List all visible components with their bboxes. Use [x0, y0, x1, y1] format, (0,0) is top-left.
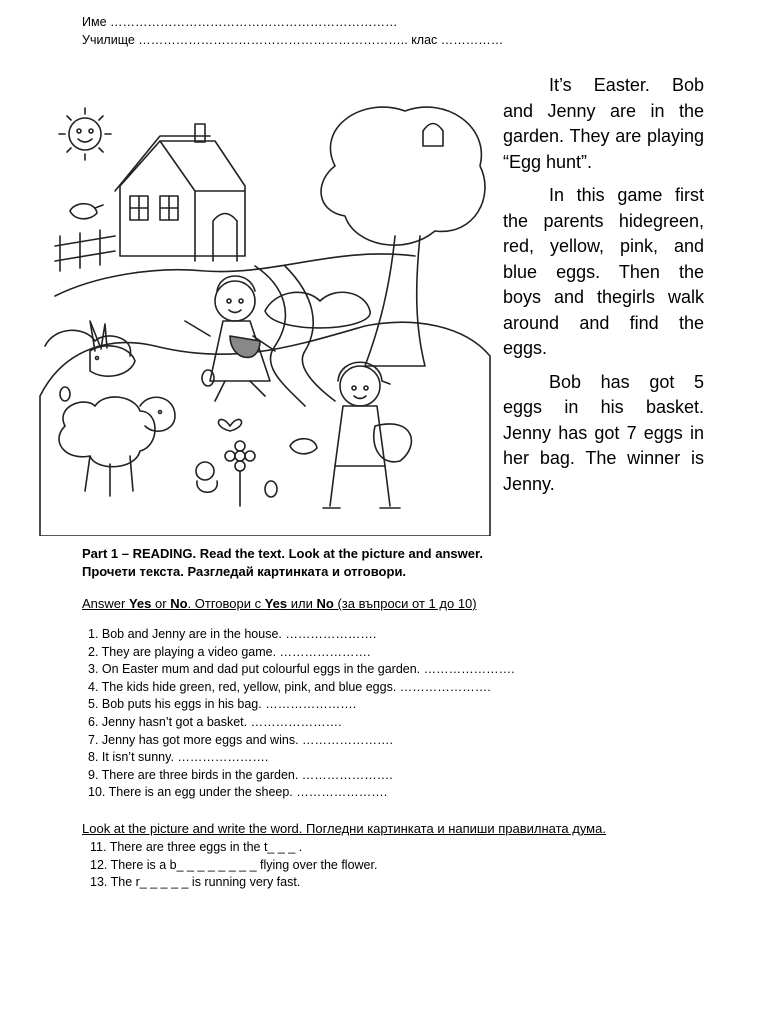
story-paragraph: Bob has got 5 eggs in his basket. Jenny has got 7 eggs in her bag. The winner is Jenny.: [503, 371, 704, 494]
question-item[interactable]: 10. There is an egg under the sheep. ………………….: [88, 785, 388, 800]
question-item[interactable]: 8. It isn’t sunny. ………………….: [88, 750, 269, 765]
write-word-list: [90, 839, 377, 892]
instr-text: . Отговори с: [187, 596, 265, 611]
instr-no: No: [170, 596, 188, 611]
word-item[interactable]: 11. There are three eggs in the t_ _ _ .: [90, 840, 303, 854]
question-item[interactable]: 4. The kids hide green, red, yellow, pink, and blue eggs. ………………….: [88, 679, 491, 694]
instr-text: или: [287, 596, 317, 611]
story-paragraph: In this game first the parents hidegreen, red, yellow, pink, and blue eggs. Then the boys and thegirls walk around and find the eggs.: [503, 185, 704, 358]
instr-text: Answer: [82, 596, 129, 611]
part1-title-bg: Прочети текста. Разгледай картинката и отговори.: [82, 564, 407, 579]
easter-garden-illustration: [35, 96, 493, 536]
question-item[interactable]: 1. Bob and Jenny are in the house. ………………….: [88, 627, 377, 641]
question-item[interactable]: 5. Bob puts his eggs in his bag. ………………….: [88, 697, 357, 712]
write-word-instruction: Look at the picture and write the word. Погледни картинката и напиши правилната дума.: [82, 821, 606, 836]
question-item[interactable]: 2. They are playing a video game. ………………….: [88, 644, 371, 659]
word-item[interactable]: 13. The r_ _ _ _ _ is running very fast.: [90, 875, 301, 890]
school-class-field-line: Училище ……………………………………………………….. клас ……………: [82, 33, 504, 47]
name-field-line: Име ……………………………………………………………: [82, 15, 398, 29]
instr-text: or: [151, 596, 171, 611]
instr-no: No: [316, 596, 334, 611]
question-item[interactable]: 9. There are three birds in the garden. ………………….: [88, 767, 393, 782]
instr-yes: Yes: [128, 596, 152, 611]
yes-no-instruction: [82, 596, 477, 611]
story-text: [503, 73, 704, 505]
question-item[interactable]: 6. Jenny hasn’t got a basket. ………………….: [88, 714, 342, 729]
question-item[interactable]: 7. Jenny has got more eggs and wins. ………………….: [88, 732, 393, 747]
word-item[interactable]: 12. There is a b_ _ _ _ _ _ _ _ flying over the flower.: [90, 857, 378, 872]
question-item[interactable]: 3. On Easter mum and dad put colourful eggs in the garden. ………………….: [88, 662, 515, 677]
instr-yes: Yes: [264, 596, 288, 611]
instr-text: (за въпроси от 1 до 10): [333, 596, 477, 611]
part1-title-en: Part 1 – READING. Read the text. Look at the picture and answer.: [82, 546, 483, 561]
part1-heading: [82, 545, 483, 581]
story-paragraph: It’s Easter. Bob and Jenny are in the garden. They are playing “Egg hunt”.: [503, 75, 704, 172]
yes-no-question-list: [88, 626, 515, 802]
